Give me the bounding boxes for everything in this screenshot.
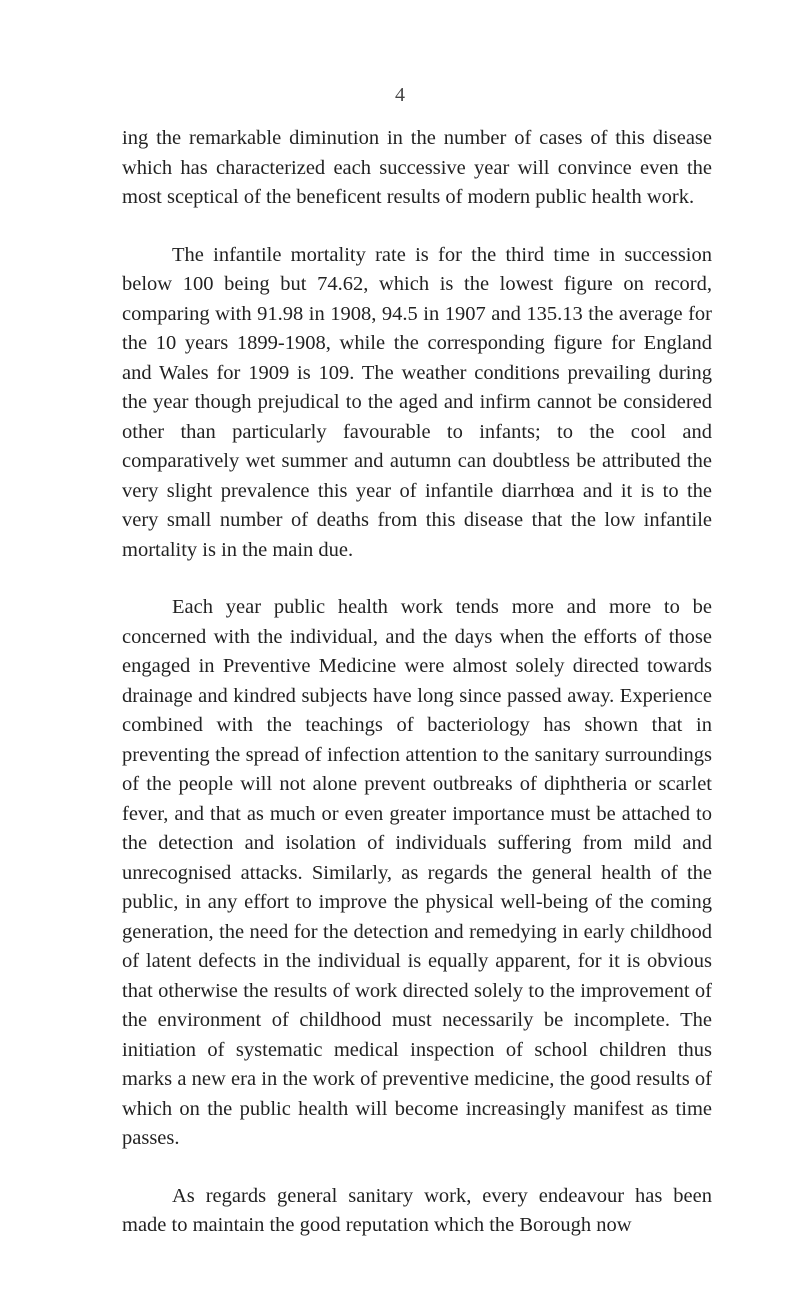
page-number: 4 [395, 84, 405, 106]
paragraph-sanitary-work: As regards general sanitary work, every endeavour has been made to maintain the good reputation which the Borough now [122, 1184, 712, 1236]
paragraph-infantile-mortality: The infantile mortality rate is for the third time in succession below 100 being but 74.62, which is the lowest figure on record, comparing with 91.98 in 1908, 94.5 in 1907 and 135.13 the average for the 10 years 1899-1908, while the corresponding figure for England and Wales for 1909 is 109. The weather conditions prevailing during the year though prejudical to the aged and infirm cannot be considered other than particularly favourable to infants; to the cool and comparatively wet summer and autumn can doubtless be attributed the very slight prevalence this year of infantile diarrhœa and it is to the very small number of deaths from this disease that the low infantile mortality is in the main due. [122, 243, 712, 561]
paragraph-public-health-work: Each year public health work tends more and more to be concerned with the individual, and the days when the efforts of those engaged in Preventive Medicine were almost solely directed towards drainage and kindred subjects have long since passed away. Experience combined with the teachings of bacteriology has shown that in preventing the spread of infection attention to the sanitary surroundings of the people will not alone prevent outbreaks of diphtheria or scarlet fever, and that as much or even greater importance must be attached to the detection and isolation of individuals suffering from mild and unrecognised attacks. Similarly, as regards the general health of the public, in any effort to improve the physical well-being of the coming generation, the need for the detection and remedying in early childhood of latent defects in the individual is equally apparent, for it is obvious that otherwise the results of work directed solely to the improvement of the environment of childhood must necessarily be incomplete. The initiation of systematic medical inspection of school children thus marks a new era in the work of preventive medicine, the good results of which on the public health will become increasingly manifest as time passes. [122, 596, 712, 1149]
paragraph-continued: ing the remarkable diminution in the number of cases of this disease which has characterized each successive year will convince even the most sceptical of the beneficent results of modern public health work. [122, 127, 712, 208]
document-body [122, 124, 712, 1241]
